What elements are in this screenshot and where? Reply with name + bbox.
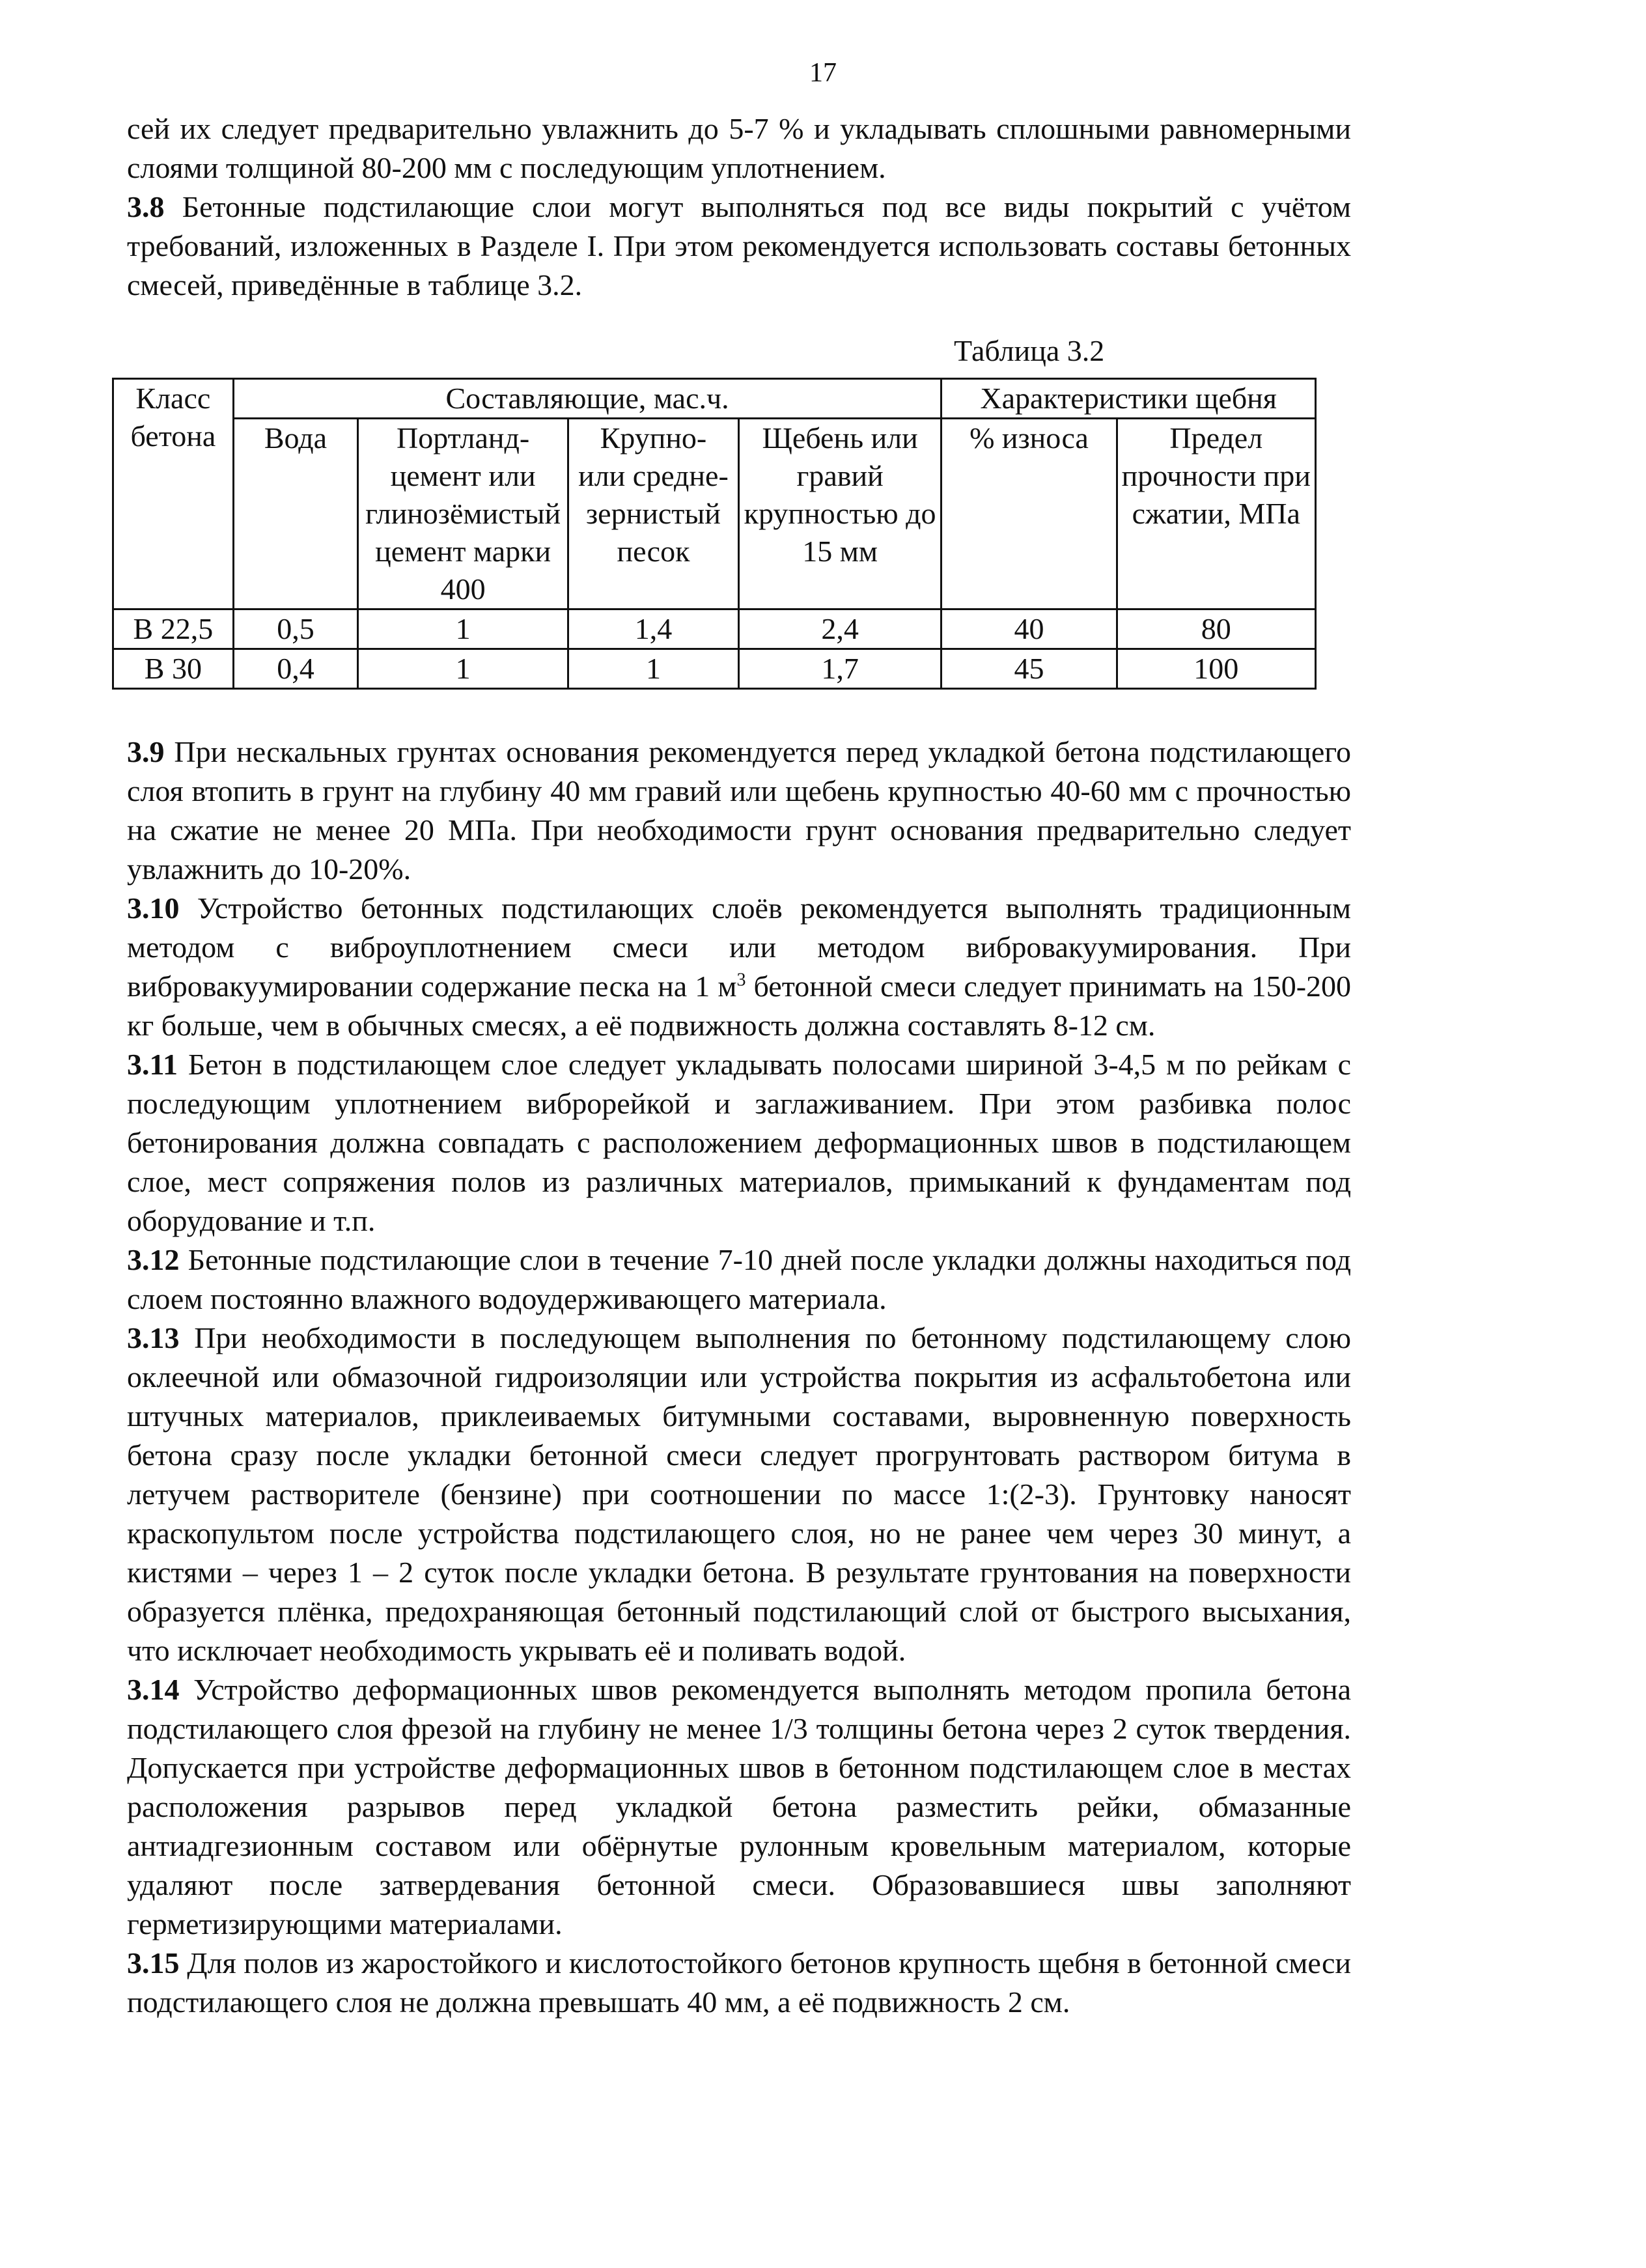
paragraph-3-13 bbox=[127, 1319, 1351, 1670]
cell-class: В 30 bbox=[113, 649, 234, 689]
cell-crushed-stone: 1,7 bbox=[738, 649, 942, 689]
paragraph-3-15 bbox=[127, 1944, 1351, 2022]
paragraph-text: бетонной смеси следует принимать на 150-200 кг больше, чем в обычных смесях, а её подвижность должна составлять 8-12 см. bbox=[127, 970, 1352, 1042]
paragraph-3-10 bbox=[127, 889, 1351, 1045]
paragraph-number: 3.9 bbox=[127, 735, 165, 768]
paragraph-3-11 bbox=[127, 1045, 1351, 1240]
paragraph-text: Для полов из жаростойкого и кислотостойкого бетонов крупность щебня в бетонной смеси подстилающего слоя не должна превышать 40 мм, а её подвижность 2 см. bbox=[127, 1946, 1351, 2019]
cell-cement: 1 bbox=[358, 609, 568, 649]
page-number: 17 bbox=[809, 58, 837, 88]
paragraph-text: При нескальных грунтах основания рекомендуется перед укладкой бетона подстилающего слоя втопить в грунт на глубину 40 мм гравий или щебень крупностью 40-60 мм с прочностью на сжатие не менее 20 МПа. При необходимости грунт основания предварительно следует увлажнить до 10-20%. bbox=[127, 735, 1351, 886]
paragraph-number: 3.12 bbox=[127, 1243, 180, 1276]
header-strength: Предел прочности при сжатии, МПа bbox=[1117, 419, 1315, 609]
paragraph-3-14 bbox=[127, 1670, 1351, 1944]
cell-wear: 45 bbox=[942, 649, 1117, 689]
cell-sand: 1 bbox=[568, 649, 739, 689]
paragraph-number: 3.13 bbox=[127, 1321, 180, 1354]
cell-strength: 80 bbox=[1117, 609, 1315, 649]
paragraph-3-8 bbox=[127, 188, 1351, 305]
cell-cement: 1 bbox=[358, 649, 568, 689]
paragraph-number: 3.14 bbox=[127, 1673, 180, 1706]
cell-class: В 22,5 bbox=[113, 609, 234, 649]
paragraph-text: Бетон в подстилающем слое следует укладывать полосами шириной 3-4,5 м по рейкам с последующим уплотнением виброрейкой и заглаживанием. При этом разбивка полос бетонирования должна совпадать с расположением деформационных швов в подстилающем слое, мест сопряжения полов из различных материалов, примыканий к фундаментам под оборудование и т.п. bbox=[127, 1048, 1351, 1237]
cell-water: 0,5 bbox=[233, 609, 357, 649]
paragraph-text: Бетонные подстилающие слои могут выполняться под все виды покрытий с учётом требований, изложенных в Разделе I. При этом рекомендуется использовать составы бетонных смесей, приведённые в таблице 3.2. bbox=[127, 190, 1351, 301]
concrete-mix-table bbox=[112, 378, 1317, 690]
cell-water: 0,4 bbox=[233, 649, 357, 689]
table-row bbox=[113, 609, 1316, 649]
paragraph-3-12 bbox=[127, 1240, 1351, 1319]
body-text bbox=[127, 733, 1351, 2022]
cell-wear: 40 bbox=[942, 609, 1117, 649]
paragraph-text: Устройство бетонных подстилающих слоёв рекомендуется выполнять традиционным методом с виброуплотнением смеси или методом вибровакуумирования. При вибровакуумировании содержание песка на 1 м bbox=[127, 891, 1351, 1003]
paragraph-number: 3.8 bbox=[127, 190, 165, 223]
cell-strength: 100 bbox=[1117, 649, 1315, 689]
header-components: Составляющие, мас.ч. bbox=[233, 379, 942, 419]
intro-text bbox=[127, 109, 1351, 305]
table-caption: Таблица 3.2 bbox=[954, 334, 1105, 367]
paragraph-text: Устройство деформационных швов рекомендуется выполнять методом пропила бетона подстилающего слоя фрезой на глубину не менее 1/3 толщины бетона через 2 суток твердения. Допускается при устройстве деформационных швов в бетонном подстилающем слое в местах расположения разрывов перед укладкой бетона разместить рейки, обмазанные антиадгезионным составом или обёрнутые рулонным кровельным материалом, которые удаляют после затвердевания бетонной смеси. Образовавшиеся швы заполняют герметизирующими материалами. bbox=[127, 1673, 1351, 1940]
paragraph-number: 3.15 bbox=[127, 1946, 180, 1980]
paragraph-text: Бетонные подстилающие слои в течение 7-10 дней после укладки должны находиться под слоем постоянно влажного водоудерживающего материала. bbox=[127, 1243, 1351, 1315]
header-gravel-characteristics: Характеристики щебня bbox=[942, 379, 1316, 419]
cell-crushed-stone: 2,4 bbox=[738, 609, 942, 649]
paragraph-continued bbox=[127, 109, 1351, 188]
superscript: 3 bbox=[736, 970, 746, 990]
header-concrete-class: Класс бетона bbox=[113, 379, 234, 609]
header-water: Вода bbox=[233, 419, 357, 609]
header-sand: Крупно- или средне-зернистый песок bbox=[568, 419, 739, 609]
header-wear: % износа bbox=[942, 419, 1117, 609]
cell-sand: 1,4 bbox=[568, 609, 739, 649]
paragraph-text: При необходимости в последующем выполнения по бетонному подстилающему слою оклеечной или обмазочной гидроизоляции или устройства покрытия из асфальтобетона или штучных материалов, приклеиваемых битумными составами, выровненную поверхность бетона сразу после укладки бетонной смеси следует прогрунтовать раствором битума в летучем растворителе (бензине) при соотношении по массе 1:(2-3). Грунтовку наносят краскопультом после устройства подстилающего слоя, но не ранее чем через 30 минут, а кистями – через 1 – 2 суток после укладки бетона. В результате грунтования на поверхности образуется плёнка, предохраняющая бетонный подстилающий слой от быстрого высыхания, что исключает необходимость укрывать её и поливать водой. bbox=[127, 1321, 1351, 1667]
paragraph-text: сей их следует предварительно увлажнить до 5-7 % и укладывать сплошными равномерными слоями толщиной 80-200 мм с последующим уплотнением. bbox=[127, 112, 1351, 184]
header-cement: Портланд-цемент или глинозёмистый цемент марки 400 bbox=[358, 419, 568, 609]
paragraph-number: 3.10 bbox=[127, 891, 180, 925]
table-row bbox=[113, 649, 1316, 689]
paragraph-3-9 bbox=[127, 733, 1351, 889]
table-header-row bbox=[113, 379, 1316, 419]
header-crushed-stone: Щебень или гравий крупностью до 15 мм bbox=[738, 419, 942, 609]
table-subheader-row bbox=[113, 419, 1316, 609]
paragraph-number: 3.11 bbox=[127, 1048, 178, 1081]
